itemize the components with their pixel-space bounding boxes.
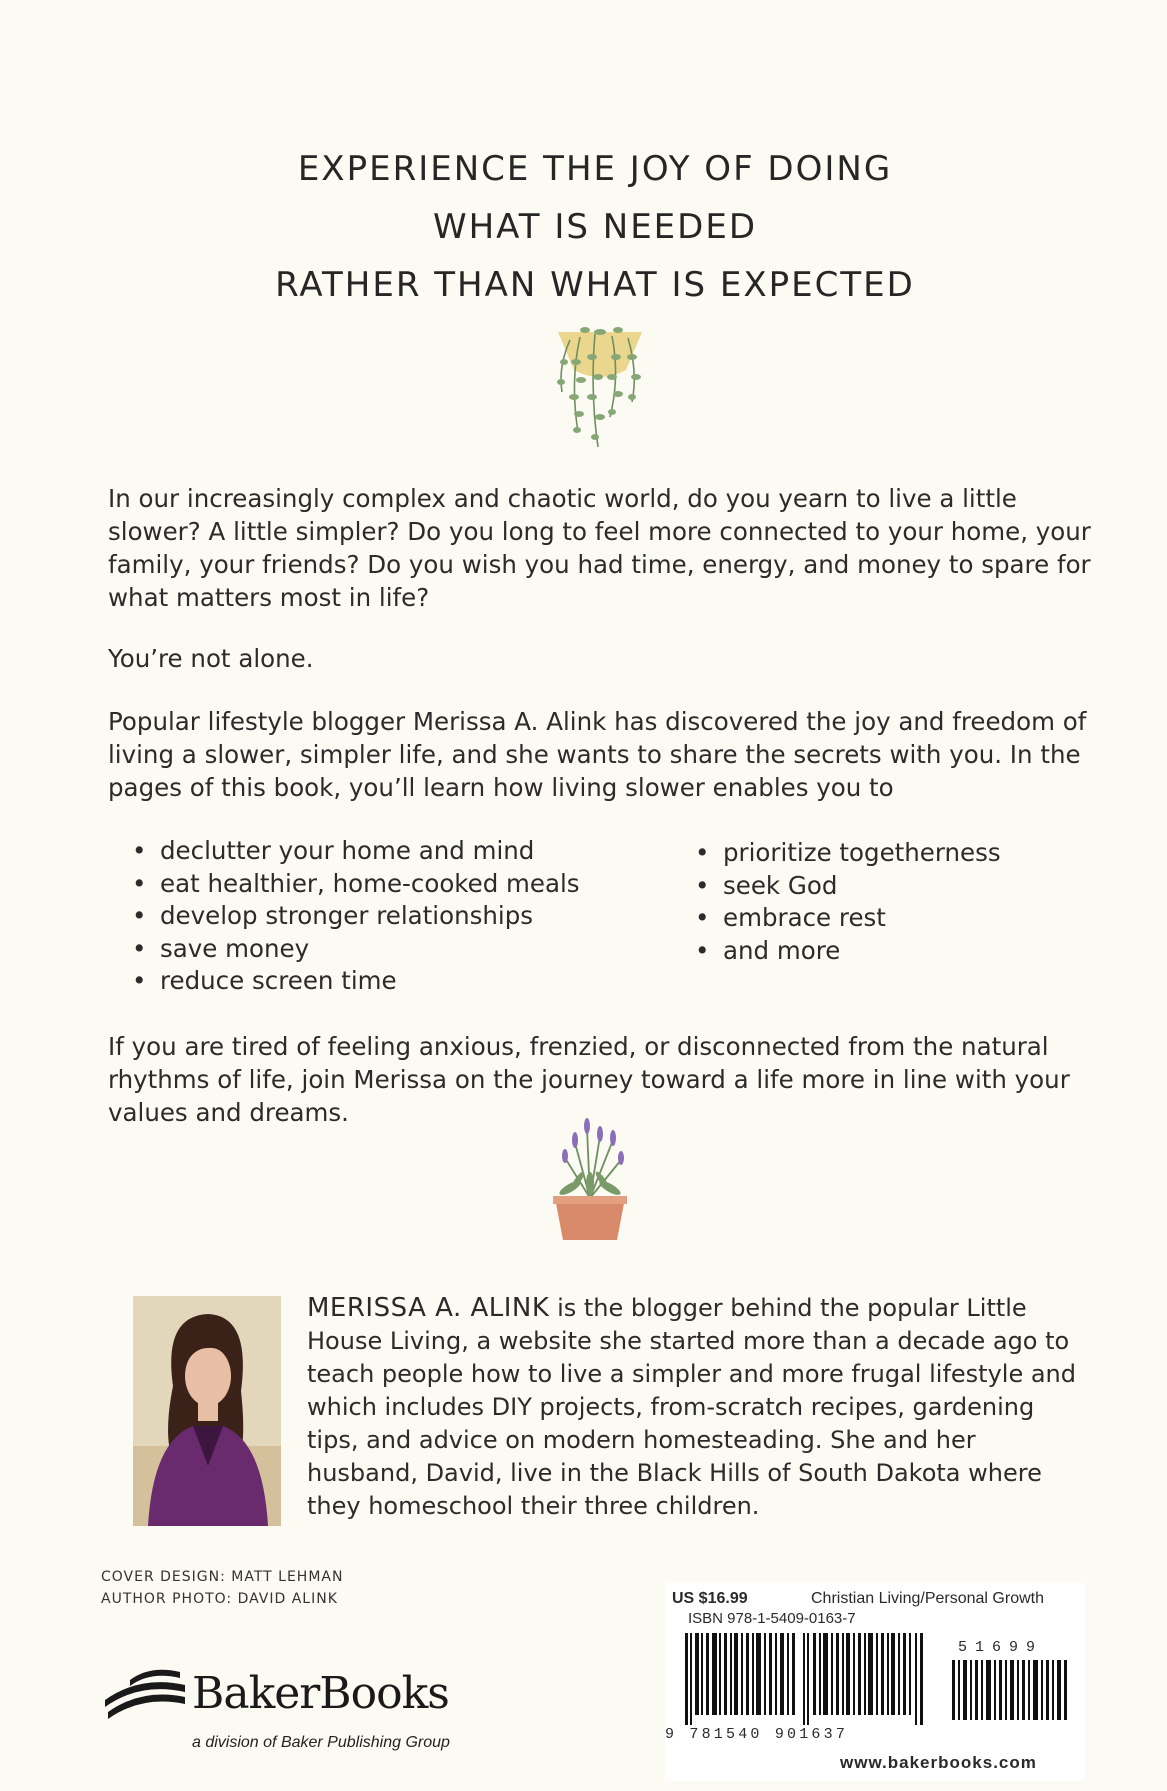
hanging-plant-illustration: [540, 322, 660, 452]
closing-paragraph: If you are tired of feeling anxious, frenzied, or disconnected from the natural rhythms of life, join Merissa on the journey toward a life more in line with your values and dreams.: [108, 1032, 1070, 1127]
ean-digits: 9 781540 901637: [665, 1726, 849, 1743]
list-item: • seek God: [695, 870, 1001, 903]
list-item: • eat healthier, home-cooked meals: [132, 868, 580, 901]
benefits-list-left: [132, 835, 580, 998]
credits: [101, 1566, 343, 1610]
book-pages-icon: [100, 1660, 190, 1730]
category: Christian Living/Personal Growth: [811, 1590, 1044, 1607]
publisher-tagline: a division of Baker Publishing Group: [192, 1734, 450, 1751]
author-name: MERISSA A. ALINK: [307, 1293, 550, 1323]
lavender-pot-illustration: [545, 1118, 635, 1243]
list-item: • declutter your home and mind: [132, 835, 580, 868]
price: US $16.99: [672, 1590, 748, 1607]
list-item: • develop stronger relationships: [132, 900, 580, 933]
author-bio: [307, 1292, 1087, 1523]
publisher-logo: [100, 1660, 480, 1770]
not-alone-paragraph: You’re not alone.: [108, 644, 314, 673]
list-item: • reduce screen time: [132, 965, 580, 998]
price-code-digits: 51699: [958, 1639, 1044, 1656]
author-bio-text: is the blogger behind the popular Little House Living, a website she started more than a decade ago to teach people how to live a simpler and more frugal lifestyle and which includes DIY projects, from-scratch recipes, gardening tips, and advice on modern homesteading. She and her husband, David, live in the Black Hills of South Dakota where they homeschool their three children.: [307, 1294, 1076, 1520]
benefits-list-right: [695, 837, 1001, 967]
publisher-name: BakerBooks: [192, 1668, 449, 1719]
list-item: • save money: [132, 933, 580, 966]
isbn: ISBN 978-1-5409-0163-7: [688, 1610, 856, 1627]
intro-paragraph: In our increasingly complex and chaotic world, do you yearn to live a little slower? A little simpler? Do you long to feel more connected to your home, your family, your friends? Do you wish you had time, energy, and money to spare for what matters most in life?: [108, 484, 1091, 612]
cover-design-credit: COVER DESIGN: MATT LEHMAN: [101, 1569, 344, 1585]
author-photo-credit: AUTHOR PHOTO: DAVID ALINK: [101, 1591, 338, 1607]
author-photo: [133, 1296, 281, 1526]
headline-line-2: WHAT IS NEEDED: [432, 207, 758, 247]
headline: [120, 140, 1070, 314]
headline-line-1: EXPERIENCE THE JOY OF DOING: [297, 149, 893, 189]
price-barcode: [952, 1660, 1072, 1720]
publisher-url: www.bakerbooks.com: [840, 1753, 1037, 1772]
barcode-panel: [665, 1583, 1085, 1781]
headline-line-3: RATHER THAN WHAT IS EXPECTED: [275, 265, 915, 305]
list-item: • and more: [695, 935, 1001, 968]
isbn-barcode: [685, 1633, 935, 1725]
list-item: • prioritize togetherness: [695, 837, 1001, 870]
description-paragraph: Popular lifestyle blogger Merissa A. Alink has discovered the joy and freedom of living a slower, simpler life, and she wants to share the secrets with you. In the pages of this book, you’ll learn how living slower enables you to: [108, 707, 1087, 802]
list-item: • embrace rest: [695, 902, 1001, 935]
